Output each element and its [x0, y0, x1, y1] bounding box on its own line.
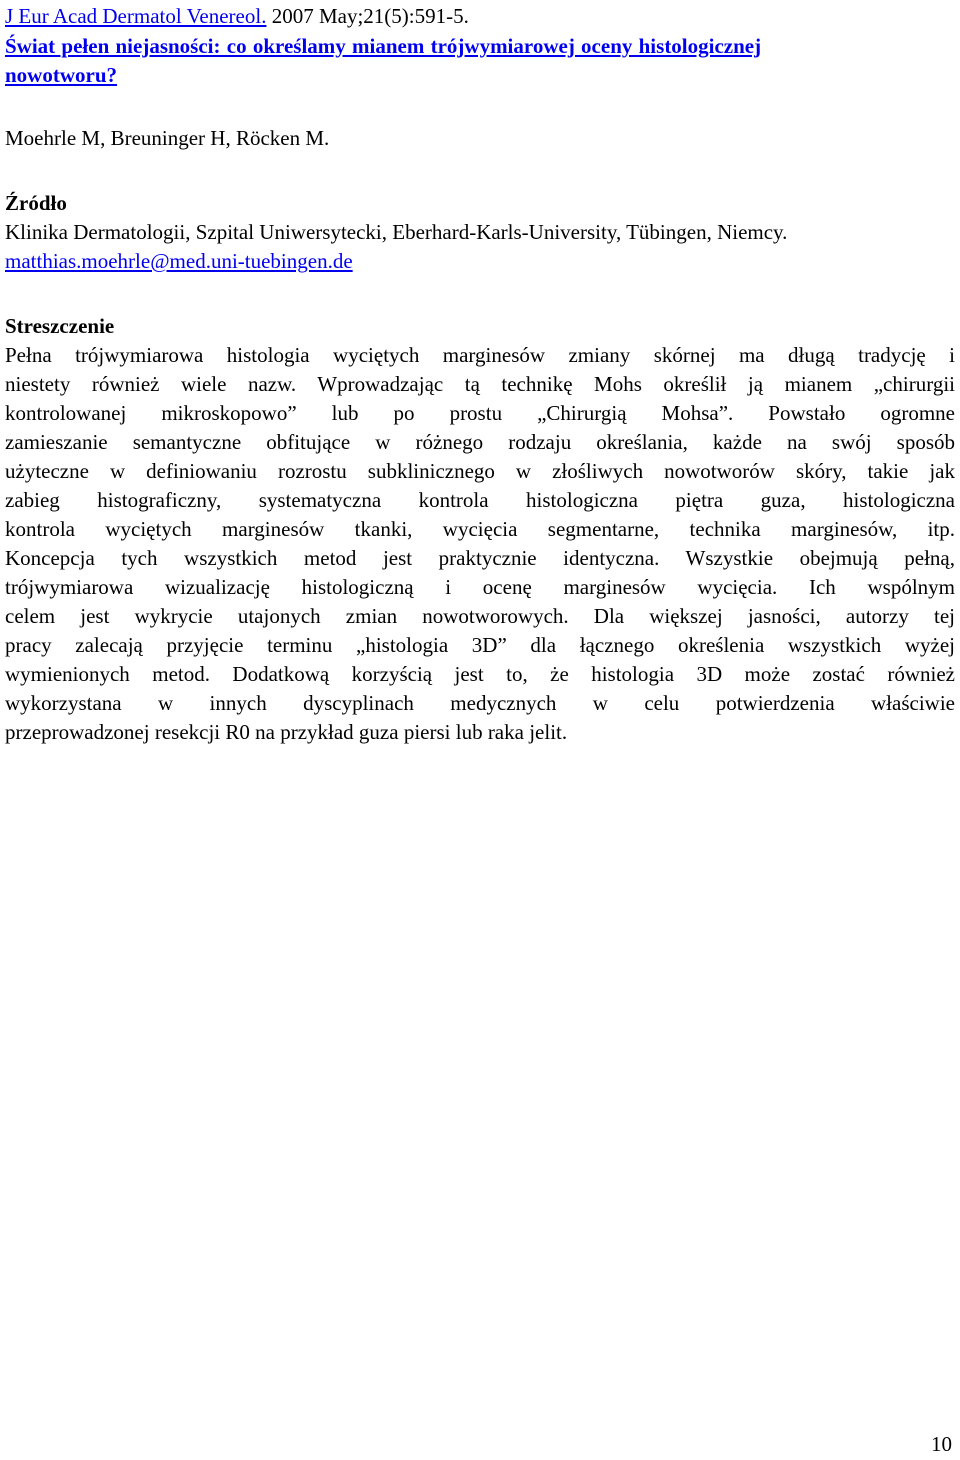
abstract-line: kontrolowanej mikroskopowo” lub po prostu „Chirurgią Mohsa”. Powstało ogromne — [5, 401, 955, 425]
author-email-link[interactable]: matthias.moehrle@med.uni-tuebingen.de — [5, 249, 353, 273]
abstract-body — [5, 341, 955, 747]
abstract-line: użyteczne w definiowaniu rozrostu subklinicznego w złośliwych nowotworów skóry, takie jak — [5, 459, 955, 483]
abstract-line: trójwymiarowa wizualizację histologiczną i ocenę marginesów wycięcia. Ich wspólnym — [5, 575, 955, 599]
abstract-heading: Streszczenie — [5, 314, 115, 338]
page-number: 10 — [931, 1432, 952, 1456]
abstract-line: wykorzystana w innych dyscyplinach medycznych w celu potwierdzenia właściwie — [5, 691, 955, 715]
citation-details: 2007 May;21(5):591-5. — [266, 4, 469, 28]
abstract-line: przeprowadzonej resekcji R0 na przykład guza piersi lub raka jelit. — [5, 720, 568, 744]
journal-link[interactable]: J Eur Acad Dermatol Venereol. — [5, 4, 267, 28]
abstract-line: Koncepcja tych wszystkich metod jest praktycznie identyczna. Wszystkie obejmują pełną, — [5, 546, 955, 570]
citation-line — [5, 2, 955, 30]
abstract-line: celem jest wykrycie utajonych zmian nowotworowych. Dla większej jasności, autorzy tej — [5, 604, 955, 628]
abstract-line: zamieszanie semantyczne obfitujące w różnego rodzaju określania, każde na swój sposób — [5, 430, 955, 454]
article-title-link[interactable] — [5, 32, 955, 90]
abstract-line: niestety również wiele nazw. Wprowadzając tą technikę Mohs określił ją mianem „chirurgii — [5, 372, 955, 396]
abstract-line: zabieg histograficzny, systematyczna kontrola histologiczna piętra guza, histologiczna — [5, 488, 955, 512]
source-email-line — [5, 247, 955, 276]
abstract-line: pracy zalecają przyjęcie terminu „histologia 3D” dla łącznego określenia wszystkich wyżej — [5, 633, 955, 657]
abstract-line: wymienionych metod. Dodatkową korzyścią jest to, że histologia 3D może zostać również — [5, 662, 955, 686]
article-title-line-2: nowotworu? — [5, 63, 118, 87]
authors: Moehrle M, Breuninger H, Röcken M. — [5, 126, 330, 150]
document-page — [5, 2, 955, 747]
abstract-line: kontrola wyciętych marginesów tkanki, wycięcia segmentarne, technika marginesów, itp. — [5, 517, 955, 541]
source-affiliation: Klinika Dermatologii, Szpital Uniwersytecki, Eberhard-Karls-University, Tübingen, Niemcy. — [5, 220, 788, 244]
article-title-line-1: Świat pełen niejasności: co określamy mianem trójwymiarowej oceny histologicznej — [5, 34, 762, 58]
source-heading: Źródło — [5, 191, 67, 215]
abstract-line: Pełna trójwymiarowa histologia wyciętych marginesów zmiany skórnej ma długą tradycję i — [5, 343, 955, 367]
